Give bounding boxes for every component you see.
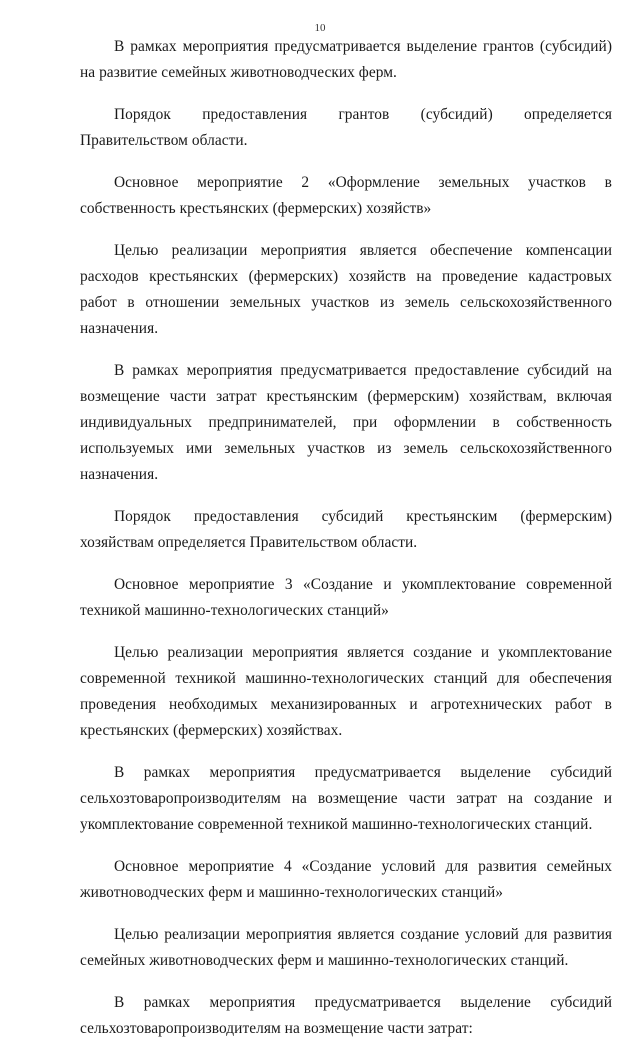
paragraph-measure-2-subsidies: В рамках мероприятия предусматривается предоставление субсидий на возмещение части затрат крестьянским (фермерским) хозяйствам, включая индивидуальных предпринимателей, при оформлении в собственность используемых ими земельных участков из земель сельскохозяйственного назначения. [80,362,612,483]
paragraph-measure-3-subsidies: В рамках мероприятия предусматривается выделение субсидий сельхозтоваропроизводителям на возмещение части затрат на создание и укомплектование современной техникой машинно-технологических станций. [80,764,612,833]
paragraph-measure-4-goal: Целью реализации мероприятия является создание условий для развития семейных животноводческих ферм и машинно-технологических станций. [80,926,612,969]
paragraph-grants-family-farms: В рамках мероприятия предусматривается выделение грантов (субсидий) на развитие семейных животноводческих ферм. [80,38,612,81]
paragraph-measure-2-goal: Целью реализации мероприятия является обеспечение компенсации расходов крестьянских (фермерских) хозяйств на проведение кадастровых работ в отношении земельных участков из земель сельскохозяйственного назначения. [80,242,612,337]
paragraph-measure-4-subsidies: В рамках мероприятия предусматривается выделение субсидий сельхозтоваропроизводителям на возмещение части затрат: [80,994,612,1037]
paragraph-measure-2-procedure: Порядок предоставления субсидий крестьянским (фермерским) хозяйствам определяется Правительством области. [80,508,612,551]
page-number: 10 [314,22,326,34]
paragraph-measure-3-goal: Целью реализации мероприятия является создание и укомплектование современной техникой машинно-технологических станций для обеспечения проведения необходимых механизированных и агротехнических работ в крестьянских (фермерских) хозяйствах. [80,644,612,739]
heading-measure-4: Основное мероприятие 4 «Создание условий для развития семейных животноводческих ферм и машинно-технологических станций» [80,858,612,901]
heading-measure-2: Основное мероприятие 2 «Оформление земельных участков в собственность крестьянских (фермерских) хозяйств» [80,174,612,217]
heading-measure-3: Основное мероприятие 3 «Создание и укомплектование современной техникой машинно-технологических станций» [80,576,612,619]
paragraph-grants-procedure: Порядок предоставления грантов (субсидий) определяется Правительством области. [80,106,612,149]
document-body [80,34,612,1058]
